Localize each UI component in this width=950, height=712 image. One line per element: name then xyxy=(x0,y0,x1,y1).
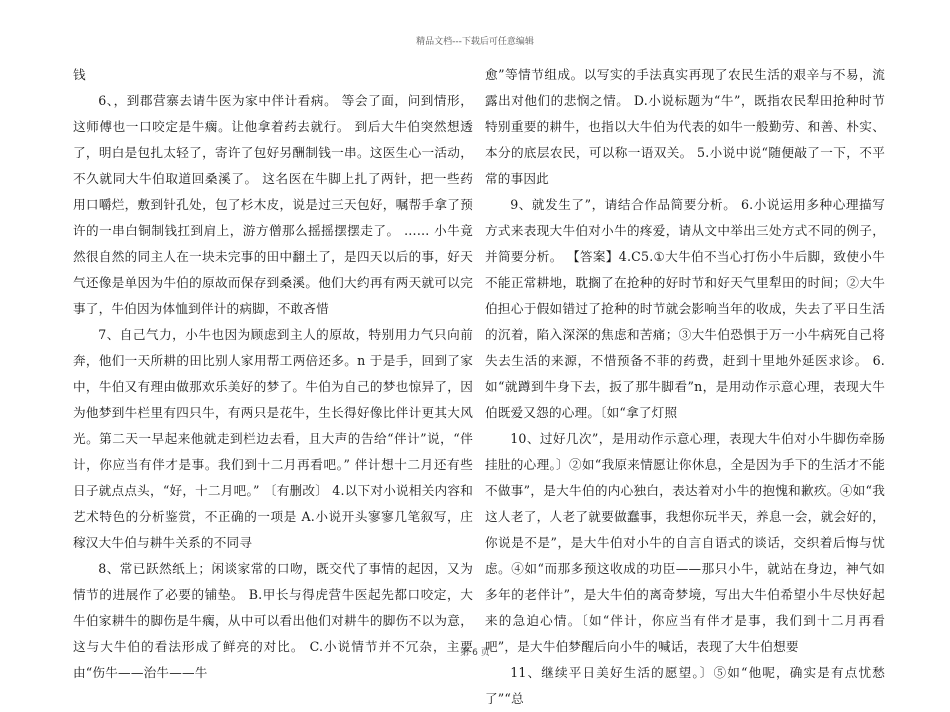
right-text-column xyxy=(485,62,885,712)
paragraph: 6、，到郡营寨去请牛医为家中伴计看病。 等会了面，问到情形，这师傅也一口咬定是牛瘸。让他拿着药去就行。 到后大牛伯突然想透了，明白是包扎太轻了，寄许了包好另酬制钱一串。这医生心一活动，不久就同大牛伯取道回桑溪了。 这名医在牛脚上扎了两针，把一些药用口嚼烂，敷到针孔处，包了杉木皮，说是过三天包好，嘱帮手拿了预许的一串白铜制钱扛到肩上，游方僧那么摇摇摆摆走了。 …… 小牛竟然很自然的同主人在一块未完事的田中翻土了，是四天以后的事，好天气还像是单因为牛伯的原故而保存到桑溪。他们大约再有两天就可以完事了，牛伯因为体恤到伴计的病脚，不敢吝惜 xyxy=(73,93,473,316)
paragraph: 钱 xyxy=(73,67,86,82)
page-number: 第 6 页 xyxy=(460,648,490,658)
paragraph: 9、就发生了”，请结合作品简要分析。 6.小说运用多种心理描写方式来表现大牛伯对小牛的疼爱，请从文中举出三处方式不同的例子，并简要分析。 【答案】4.C5.①大牛伯不当心打伤小牛后脚，致使小牛不能正常耕地，耽搁了在抢种的好时节和好天气里犁田的时间；②大牛伯担心于假如错过了抢种的时节就会影响当年的收成，失去了平日生活的沉着，陷入深深的焦虑和苦痛；③大牛伯恐惧于万一小牛病死自己将失去生活的来源，不惜预备不菲的药费，赶到十里地外延医求诊。 6.如“就蹲到牛身下去，扳了那牛脚看”n，是用动作示意心理，表现大牛伯既爱又怨的心理。〔如“拿了灯照 xyxy=(485,197,885,420)
paragraph: 愈”等情节组成。以写实的手法真实再现了农民生活的艰辛与不易，流露出对他们的悲悯之情。 D.小说标题为“牛”，既指农民犁田抢种时节特别重要的耕牛，也指以大牛伯为代表的如牛一般勤劳、和善、朴实、本分的底层农民，可以称一语双关。 5.小说中说“随便敲了一下，不平常的事因此 xyxy=(485,67,885,186)
paragraph: 8、常已跃然纸上；闲谈家常的口吻，既交代了事情的起因，又为情节的进展作了必要的铺垫。 B.甲长与得虎营牛医起先都口咬定，大牛伯家耕牛的脚伤是牛瘸，从中可以看出他们对耕牛的脚伤不以为意，这与大牛伯的看法形成了鲜亮的对比。 C.小说情节并不冗杂，主要由“伤牛——治牛——牛 xyxy=(73,561,473,680)
page-header: 精品文档---下载后可任意编辑 xyxy=(416,37,534,47)
paragraph: 7、自己气力，小牛也因为顾虑到主人的原故，特别用力气只向前奔，他们一天所耕的田比别人家用帮工两倍还多。n 于是手，回到了家中，牛伯又有理由做那欢乐美好的梦了。牛伯为自己的梦也惊异了，因为他梦到牛栏里有四只牛，有两只是花牛，生长得好像比伴计更其大风光。第二天一早起来他就走到栏边去看，且大声的告给“伴计”说，“伴计，你应当有伴才是事。我们到十二月再看吧。” 伴计想十二月还有些日子就点点头，“好，十二月吧。” 〔有删改〕 4.以下对小说相关内容和艺术特色的分析鉴赏，不正确的一项是 A.小说开头寥寥几笔叙写，庄稼汉大牛伯与耕牛关系的不同寻 xyxy=(73,327,473,550)
paragraph: 10、过好几次”，是用动作示意心理，表现大牛伯对小牛脚伤牵肠挂肚的心理。〕②如“我原来情愿让你休息，全是因为手下的生活才不能不做事”，是大牛伯的内心独白，表达着对小牛的抱愧和歉疚。④如“我这人老了，人老了就要做蠢事，我想你玩半天，养息一会，就会好的，你说是不是”，是大牛伯对小牛的自言自语式的谈话，交织着后悔与忧虑。④如“而那多预这收成的功臣——那只小牛，就站在身边，神气如多年的老伴计”，是大牛伯的离奇梦境，写出大牛伯希望小牛尽快好起来的急迫心情。〔如“伴计，你应当有伴才是事，我们到十二月再看吧”，是大牛伯梦醒后向小牛的喊话，表现了大牛伯想要 xyxy=(485,431,885,654)
paragraph: 11、继续平日美好生活的愿望。〕⑤如“他呢，确实是有点忧愁了”“总 xyxy=(485,665,885,706)
left-text-column xyxy=(73,62,473,686)
